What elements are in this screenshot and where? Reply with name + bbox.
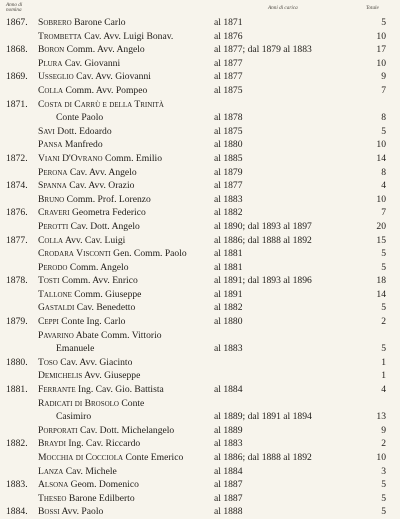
list-item: [0, 16, 400, 30]
list-item: [0, 70, 400, 84]
member-surname: Bruno: [38, 193, 65, 205]
member-title-firstname: Cav. Giovanni: [64, 57, 121, 69]
member-title-firstname: Avv. Giuseppe: [84, 370, 141, 382]
member-surname: Perotti: [38, 220, 69, 232]
list-item: [0, 329, 400, 343]
member-title-firstname: Geom. Domenico: [70, 479, 139, 491]
member-name: [56, 111, 103, 125]
member-name: [38, 16, 126, 30]
member-surname: Plura: [38, 57, 63, 69]
member-name: [38, 166, 137, 180]
member-title-firstname: Comm. Prof. Lorenzo: [66, 193, 151, 205]
term-years: al 1881: [214, 261, 243, 273]
nomination-year: 1881.: [6, 384, 28, 396]
nomination-year: 1868.: [6, 44, 28, 56]
member-title-firstname: Ing. Cav. Riccardo: [68, 438, 141, 450]
list-item: [0, 424, 400, 438]
member-surname: Boron: [38, 44, 65, 56]
list-item: [0, 478, 400, 492]
member-title-firstname: Cav. Benedetto: [76, 302, 136, 314]
member-title-firstname: Cav. Avv. Orazio: [69, 180, 135, 192]
member-surname: Ferrante: [38, 384, 76, 396]
member-title-firstname: Conte Emerico: [125, 452, 184, 463]
term-years: al 1877; dal 1879 al 1883: [214, 44, 312, 56]
member-title-firstname: Comm. Emilio: [104, 152, 163, 164]
term-years: al 1882: [214, 207, 243, 219]
nomination-year: 1869.: [6, 71, 28, 83]
member-title-firstname: Barone Carlo: [74, 17, 126, 28]
member-name: [38, 288, 141, 302]
member-name: [38, 43, 145, 57]
member-name: [56, 410, 91, 424]
total-years: 5: [381, 492, 386, 504]
total-years: 8: [381, 166, 386, 178]
list-item: [0, 220, 400, 234]
list-item: [0, 397, 400, 411]
member-surname: Spanna: [38, 180, 67, 192]
member-name: [38, 383, 164, 397]
list-item: [0, 261, 400, 275]
total-years: 10: [376, 57, 386, 69]
nomination-year: 1879.: [6, 316, 28, 328]
list-item: [0, 98, 400, 112]
total-years: 7: [381, 207, 386, 219]
term-years: al 1876: [214, 30, 243, 42]
total-years: 1: [381, 370, 386, 382]
total-years: 13: [376, 411, 386, 423]
member-name: [38, 301, 135, 315]
total-years: 4: [381, 180, 386, 192]
member-surname: Craveri: [38, 207, 70, 219]
member-title-firstname: Cav. Avv. Luigi Bonav.: [84, 30, 174, 42]
total-years: 3: [381, 465, 386, 477]
member-surname: Sobrero: [38, 17, 72, 28]
list-item: [0, 179, 400, 193]
member-title-firstname: Comm. Avv. Pompeo: [65, 84, 148, 96]
list-item: [0, 138, 400, 152]
total-years: 18: [376, 275, 386, 287]
member-name: [38, 152, 162, 166]
member-title-firstname: Ing. Cav. Gio. Battista: [78, 384, 164, 396]
member-name: [38, 356, 132, 370]
list-item: [0, 383, 400, 397]
nomination-year: 1882.: [6, 438, 28, 450]
list-item: [0, 84, 400, 98]
term-years: al 1887: [214, 479, 243, 491]
total-years: 5: [381, 17, 386, 28]
term-years: al 1877: [214, 71, 243, 83]
list-item: [0, 57, 400, 71]
member-surname: Usseglio: [38, 71, 74, 83]
member-title-firstname: Cav. Dott. Angelo: [70, 220, 140, 232]
member-name: [38, 57, 120, 71]
list-item: [0, 43, 400, 57]
list-item: [0, 247, 400, 261]
member-name: [38, 492, 135, 506]
total-column-header: Totale: [366, 5, 379, 11]
term-years: al 1889: [214, 424, 243, 436]
list-item: [0, 30, 400, 44]
member-name: [38, 70, 151, 84]
term-years: al 1880: [214, 139, 243, 151]
list-item: [0, 451, 400, 465]
member-surname: Costa di Carrù e della Trinità: [38, 98, 164, 110]
member-title-firstname: Conte Paolo: [56, 112, 104, 124]
member-name: [38, 465, 117, 479]
member-name: [38, 274, 138, 288]
member-surname: Theseo: [38, 492, 67, 504]
member-title-firstname: Avv. Cav. Luigi: [64, 234, 126, 246]
member-surname: Viani D'Ovrano: [38, 152, 103, 164]
member-name: [38, 179, 134, 193]
total-years: 5: [381, 248, 386, 260]
member-title-firstname: Casimiro: [56, 411, 92, 423]
list-item: [0, 111, 400, 125]
member-name: [38, 138, 103, 152]
member-title-firstname: Barone Edilberto: [68, 492, 135, 504]
member-name: [38, 261, 129, 275]
total-years: 5: [381, 343, 386, 355]
total-years: 20: [376, 220, 386, 232]
term-years: al 1889; dal 1891 al 1894: [214, 411, 312, 423]
list-item: [0, 206, 400, 220]
total-years: 10: [376, 452, 386, 463]
total-years: 2: [381, 438, 386, 450]
total-years: 9: [381, 424, 386, 436]
term-years: al 1884: [214, 384, 243, 396]
member-surname: Colla: [38, 84, 64, 96]
list-item: [0, 125, 400, 139]
member-list: [0, 16, 400, 519]
list-item: [0, 234, 400, 248]
list-item: [0, 152, 400, 166]
member-name: [38, 451, 183, 465]
term-years: al 1884: [214, 465, 243, 477]
total-years: 1: [381, 356, 386, 368]
member-name: [56, 342, 94, 356]
nomination-year: 1876.: [6, 207, 28, 219]
member-name: [38, 424, 174, 438]
list-item: [0, 505, 400, 519]
member-title-firstname: Conte: [121, 397, 145, 409]
total-years: 7: [381, 84, 386, 96]
member-surname: Demichelis: [38, 370, 83, 382]
member-name: [38, 220, 140, 234]
member-surname: Pansa: [38, 139, 63, 151]
list-item: [0, 437, 400, 451]
member-name: [38, 478, 139, 492]
year-column-header: Anno di nomina: [6, 2, 23, 14]
total-years: 5: [381, 261, 386, 273]
term-years: al 1882: [214, 302, 243, 314]
member-title-firstname: Avv. Paolo: [61, 506, 104, 518]
member-name: [38, 30, 173, 44]
member-name: [38, 315, 125, 329]
list-item: [0, 274, 400, 288]
list-item: [0, 315, 400, 329]
member-surname: Savi: [38, 125, 55, 137]
list-item: [0, 288, 400, 302]
member-surname: Perona: [38, 166, 68, 178]
list-item: [0, 166, 400, 180]
total-years: 14: [376, 288, 386, 300]
term-years: al 1875: [214, 125, 243, 137]
member-surname: Bossi: [38, 506, 60, 518]
term-years: al 1883: [214, 193, 243, 205]
nomination-year: 1874.: [6, 180, 28, 192]
nomination-year: 1877.: [6, 234, 28, 246]
member-name: [38, 193, 151, 207]
total-years: 5: [381, 125, 386, 137]
member-name: [38, 98, 164, 112]
list-item: [0, 369, 400, 383]
member-title-firstname: Comm. Angelo: [69, 261, 129, 273]
member-title-firstname: Cav. Avv. Giovanni: [76, 71, 151, 83]
member-title-firstname: Cav. Avv. Giacinto: [60, 356, 133, 368]
term-years: al 1877: [214, 57, 243, 69]
total-years: 14: [376, 152, 386, 164]
member-surname: Lanza: [38, 465, 64, 477]
member-title-firstname: Cav. Michele: [65, 465, 117, 477]
member-surname: Colla: [38, 234, 64, 246]
member-name: [38, 329, 162, 343]
member-title-firstname: Dott. Edoardo: [57, 125, 112, 137]
list-item: [0, 301, 400, 315]
term-years: al 1887: [214, 492, 243, 504]
list-item: [0, 356, 400, 370]
member-title-firstname: Emanuele: [56, 343, 95, 355]
term-years: al 1877: [214, 180, 243, 192]
term-years: al 1891; dal 1893 al 1896: [214, 275, 312, 287]
list-item: [0, 342, 400, 356]
list-item: [0, 492, 400, 506]
member-surname: Toso: [38, 356, 58, 368]
total-years: 5: [381, 506, 386, 518]
member-name: [38, 84, 147, 98]
member-name: [38, 206, 146, 220]
member-surname: Porporati: [38, 424, 78, 436]
member-title-firstname: Abate Comm. Vittorio: [75, 329, 162, 341]
list-item: [0, 465, 400, 479]
term-years: al 1879: [214, 166, 243, 178]
member-surname: Perodo: [38, 261, 68, 273]
member-name: [38, 234, 125, 248]
member-surname: Braydi: [38, 438, 66, 450]
term-years: al 1878: [214, 112, 243, 124]
member-surname: Alsona: [38, 479, 69, 491]
total-years: 10: [376, 193, 386, 205]
nomination-year: 1867.: [6, 17, 28, 28]
term-years: al 1883: [214, 343, 243, 355]
member-title-firstname: Comm. Avv. Angelo: [66, 44, 145, 56]
member-surname: Crodara Visconti: [38, 248, 111, 260]
term-years: al 1885: [214, 152, 243, 164]
nomination-year: 1872.: [6, 152, 28, 164]
nomination-year: 1884.: [6, 506, 28, 518]
nomination-year: 1871.: [6, 98, 28, 110]
member-surname: Ceppi: [38, 316, 59, 328]
total-years: 9: [381, 71, 386, 83]
total-years: 2: [381, 316, 386, 328]
list-item: [0, 193, 400, 207]
term-years: al 1880: [214, 316, 243, 328]
member-surname: Pavarino: [38, 329, 74, 341]
member-surname: Mocchia di Cocciola: [38, 452, 124, 463]
total-years: 10: [376, 139, 386, 151]
member-name: [38, 397, 144, 411]
member-title-firstname: Manfredo: [64, 139, 103, 151]
term-years: al 1881: [214, 248, 243, 260]
member-name: [38, 247, 187, 261]
member-surname: Radicati di Brosolo: [38, 397, 119, 409]
member-name: [38, 369, 140, 383]
member-surname: Tallone: [38, 288, 72, 300]
term-years: al 1888: [214, 506, 243, 518]
years-column-header: Anni di carica: [268, 5, 298, 11]
member-title-firstname: Cav. Avv. Angelo: [69, 166, 137, 178]
member-title-firstname: Comm. Giuseppe: [74, 288, 142, 300]
term-years: al 1883: [214, 438, 243, 450]
member-surname: Tosti: [38, 275, 60, 287]
member-title-firstname: Conte Ing. Carlo: [61, 316, 126, 328]
total-years: 15: [376, 234, 386, 246]
member-name: [38, 125, 112, 139]
list-item: [0, 410, 400, 424]
member-surname: Trombetta: [38, 30, 82, 42]
member-title-firstname: Gen. Comm. Paolo: [113, 248, 187, 260]
term-years: al 1871: [214, 17, 243, 28]
total-years: 4: [381, 384, 386, 396]
member-name: [38, 437, 140, 451]
term-years: al 1891: [214, 288, 243, 300]
member-surname: Gastaldi: [38, 302, 75, 314]
term-years: al 1886; dal 1888 al 1892: [214, 234, 312, 246]
member-title-firstname: Cav. Dott. Michelangelo: [79, 424, 175, 436]
total-years: 8: [381, 112, 386, 124]
total-years: 5: [381, 302, 386, 314]
term-years: al 1875: [214, 84, 243, 96]
total-years: 17: [376, 44, 386, 56]
total-years: 10: [376, 30, 386, 42]
term-years: al 1890; dal 1893 al 1897: [214, 220, 312, 232]
member-name: [38, 505, 103, 519]
term-years: al 1886; dal 1888 al 1892: [214, 452, 312, 463]
member-title-firstname: Comm. Avv. Enrico: [61, 275, 138, 287]
member-title-firstname: Geometra Federico: [71, 207, 146, 219]
total-years: 5: [381, 479, 386, 491]
nomination-year: 1883.: [6, 479, 28, 491]
nomination-year: 1878.: [6, 275, 28, 287]
nomination-year: 1880.: [6, 356, 28, 368]
